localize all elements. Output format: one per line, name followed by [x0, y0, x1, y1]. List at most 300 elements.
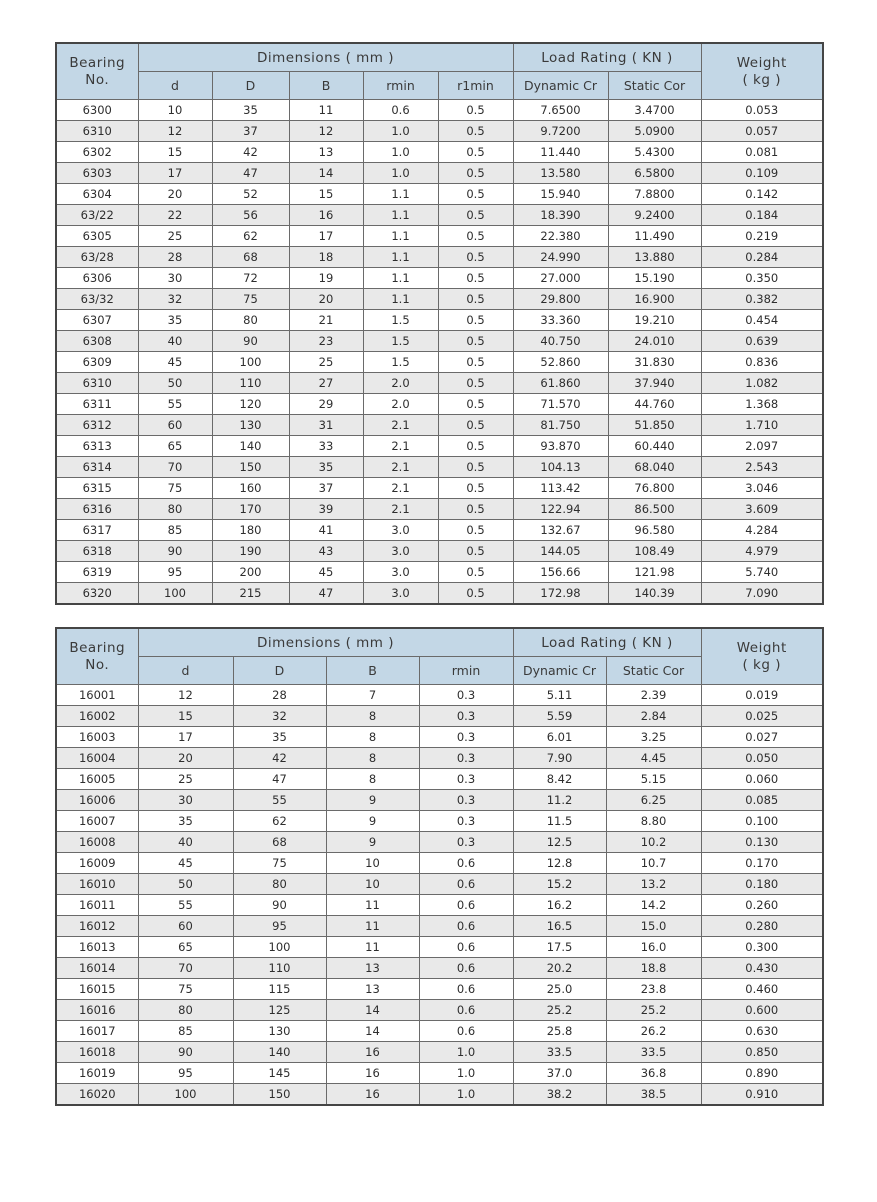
table-row [56, 310, 823, 331]
table-cell: 2.1 [363, 478, 438, 499]
table-row [56, 121, 823, 142]
table-cell: 16 [326, 1084, 419, 1106]
table-cell: 7.090 [701, 583, 823, 605]
table-row [56, 1042, 823, 1063]
table-cell: 1.0 [363, 142, 438, 163]
table-cell: 95 [138, 562, 212, 583]
table-cell: 37.0 [513, 1063, 606, 1084]
table-cell: 38.5 [606, 1084, 701, 1106]
table-header [56, 43, 823, 100]
col-header-weight [701, 628, 823, 685]
table-cell: 0.027 [701, 727, 823, 748]
table-row [56, 832, 823, 853]
col-header-d: d [138, 657, 233, 685]
table-row [56, 478, 823, 499]
table-cell: 16001 [56, 685, 138, 706]
table-body-6300-series [56, 100, 823, 605]
table-cell: 15 [138, 142, 212, 163]
table-row [56, 331, 823, 352]
table-cell: 0.6 [419, 895, 513, 916]
table-cell: 12.8 [513, 853, 606, 874]
table-cell: 0.6 [419, 1000, 513, 1021]
table-cell: 62 [212, 226, 289, 247]
table-row [56, 100, 823, 121]
table-cell: 1.1 [363, 184, 438, 205]
table-cell: 2.84 [606, 706, 701, 727]
table-cell: 30 [138, 790, 233, 811]
table-row [56, 352, 823, 373]
table-cell: 9 [326, 790, 419, 811]
table-cell: 0.025 [701, 706, 823, 727]
table-cell: 190 [212, 541, 289, 562]
table-cell: 40 [138, 331, 212, 352]
table-cell: 36.8 [606, 1063, 701, 1084]
table-cell: 76.800 [608, 478, 701, 499]
col-group-dimensions: Dimensions ( mm ) [138, 628, 513, 657]
table-cell: 0.6 [419, 958, 513, 979]
table-cell: 6309 [56, 352, 138, 373]
table-cell: 0.100 [701, 811, 823, 832]
table-row [56, 499, 823, 520]
table-cell: 1.0 [363, 163, 438, 184]
table-cell: 40.750 [513, 331, 608, 352]
table-cell: 14 [326, 1000, 419, 1021]
table-cell: 8 [326, 748, 419, 769]
table-row [56, 790, 823, 811]
table-cell: 122.94 [513, 499, 608, 520]
table-cell: 6318 [56, 541, 138, 562]
table-cell: 0.5 [438, 331, 513, 352]
table-cell: 32 [233, 706, 326, 727]
table-cell: 22.380 [513, 226, 608, 247]
table-cell: 0.3 [419, 685, 513, 706]
bearing-label-line2: No. [85, 71, 110, 88]
table-cell: 0.5 [438, 541, 513, 562]
table-cell: 8 [326, 706, 419, 727]
table-cell: 35 [212, 100, 289, 121]
table-cell: 0.6 [419, 874, 513, 895]
table-cell: 23 [289, 331, 363, 352]
table-cell: 42 [212, 142, 289, 163]
table-row [56, 289, 823, 310]
table-cell: 16.5 [513, 916, 606, 937]
table-cell: 0.5 [438, 184, 513, 205]
table-cell: 13 [326, 958, 419, 979]
table-cell: 5.4300 [608, 142, 701, 163]
table-cell: 2.1 [363, 457, 438, 478]
table-cell: 6320 [56, 583, 138, 605]
table-cell: 51.850 [608, 415, 701, 436]
table-cell: 37.940 [608, 373, 701, 394]
table-cell: 45 [138, 853, 233, 874]
table-cell: 75 [233, 853, 326, 874]
table-cell: 68 [212, 247, 289, 268]
table-cell: 85 [138, 1021, 233, 1042]
table-cell: 13 [326, 979, 419, 1000]
table-cell: 0.184 [701, 205, 823, 226]
table-cell: 12 [138, 685, 233, 706]
table-cell: 17 [138, 727, 233, 748]
table-cell: 0.382 [701, 289, 823, 310]
table-cell: 215 [212, 583, 289, 605]
table-cell: 130 [233, 1021, 326, 1042]
table-row [56, 895, 823, 916]
table-cell: 3.0 [363, 541, 438, 562]
table-cell: 39 [289, 499, 363, 520]
table-cell: 0.260 [701, 895, 823, 916]
table-cell: 6304 [56, 184, 138, 205]
table-cell: 95 [233, 916, 326, 937]
table-cell: 90 [138, 541, 212, 562]
table-cell: 6310 [56, 121, 138, 142]
table-cell: 15 [289, 184, 363, 205]
table-row [56, 1063, 823, 1084]
table-cell: 35 [289, 457, 363, 478]
table-cell: 85 [138, 520, 212, 541]
table-cell: 90 [212, 331, 289, 352]
table-cell: 1.0 [419, 1084, 513, 1106]
table-cell: 33 [289, 436, 363, 457]
table-cell: 2.1 [363, 436, 438, 457]
table-cell: 6313 [56, 436, 138, 457]
table-cell: 11.490 [608, 226, 701, 247]
col-header-static-cor: Static Cor [606, 657, 701, 685]
table-cell: 145 [233, 1063, 326, 1084]
table-cell: 60.440 [608, 436, 701, 457]
table-cell: 52.860 [513, 352, 608, 373]
table-cell: 16017 [56, 1021, 138, 1042]
table-cell: 75 [212, 289, 289, 310]
table-cell: 11 [326, 916, 419, 937]
table-cell: 6307 [56, 310, 138, 331]
table-cell: 0.5 [438, 142, 513, 163]
table-cell: 41 [289, 520, 363, 541]
table-cell: 45 [289, 562, 363, 583]
table-cell: 6308 [56, 331, 138, 352]
bearing-table-16000-series [55, 627, 824, 1106]
table-cell: 1.1 [363, 268, 438, 289]
table-cell: 16003 [56, 727, 138, 748]
table-cell: 0.5 [438, 268, 513, 289]
col-header-D: D [212, 72, 289, 100]
table-row [56, 853, 823, 874]
table-cell: 70 [138, 457, 212, 478]
table-cell: 50 [138, 373, 212, 394]
table-cell: 45 [138, 352, 212, 373]
table-cell: 68 [233, 832, 326, 853]
table-cell: 9 [326, 811, 419, 832]
table-cell: 1.5 [363, 352, 438, 373]
table-cell: 31.830 [608, 352, 701, 373]
table-cell: 6317 [56, 520, 138, 541]
table-cell: 108.49 [608, 541, 701, 562]
table-row [56, 394, 823, 415]
table-cell: 130 [212, 415, 289, 436]
table-cell: 17 [289, 226, 363, 247]
table-cell: 18 [289, 247, 363, 268]
table-cell: 0.5 [438, 205, 513, 226]
table-cell: 125 [233, 1000, 326, 1021]
table-cell: 72 [212, 268, 289, 289]
table-cell: 6.25 [606, 790, 701, 811]
table-cell: 0.130 [701, 832, 823, 853]
table-cell: 16011 [56, 895, 138, 916]
table-cell: 0.460 [701, 979, 823, 1000]
table-cell: 16018 [56, 1042, 138, 1063]
table-cell: 113.42 [513, 478, 608, 499]
table-cell: 9.7200 [513, 121, 608, 142]
table-cell: 5.11 [513, 685, 606, 706]
table-cell: 38.2 [513, 1084, 606, 1106]
table-cell: 25.8 [513, 1021, 606, 1042]
table-cell: 110 [233, 958, 326, 979]
table-cell: 0.5 [438, 121, 513, 142]
table-cell: 0.300 [701, 937, 823, 958]
table-cell: 8.42 [513, 769, 606, 790]
table-cell: 32 [138, 289, 212, 310]
table-cell: 3.0 [363, 562, 438, 583]
table-cell: 0.6 [363, 100, 438, 121]
table-cell: 0.050 [701, 748, 823, 769]
table-cell: 81.750 [513, 415, 608, 436]
table-cell: 1.082 [701, 373, 823, 394]
table-cell: 11.2 [513, 790, 606, 811]
table-cell: 6312 [56, 415, 138, 436]
table-cell: 50 [138, 874, 233, 895]
table-cell: 6310 [56, 373, 138, 394]
bearing-label-line1: Bearing [69, 639, 126, 656]
table-cell: 1.1 [363, 205, 438, 226]
table-cell: 3.0 [363, 583, 438, 605]
table-cell: 17.5 [513, 937, 606, 958]
table-cell: 52 [212, 184, 289, 205]
table-row [56, 811, 823, 832]
table-row [56, 415, 823, 436]
table-cell: 0.6 [419, 916, 513, 937]
table-cell: 0.5 [438, 226, 513, 247]
table-cell: 35 [138, 310, 212, 331]
table-cell: 2.0 [363, 394, 438, 415]
table-cell: 25 [289, 352, 363, 373]
table-cell: 0.350 [701, 268, 823, 289]
weight-label-line2: ( kg ) [742, 71, 781, 88]
table-cell: 0.6 [419, 1021, 513, 1042]
table-cell: 160 [212, 478, 289, 499]
table-cell: 0.600 [701, 1000, 823, 1021]
table-cell: 18.8 [606, 958, 701, 979]
table-cell: 90 [138, 1042, 233, 1063]
table-row [56, 916, 823, 937]
table-cell: 15.190 [608, 268, 701, 289]
table-cell: 11.440 [513, 142, 608, 163]
table-cell: 3.4700 [608, 100, 701, 121]
table-cell: 0.5 [438, 415, 513, 436]
table-row [56, 163, 823, 184]
table-cell: 6316 [56, 499, 138, 520]
table-cell: 2.097 [701, 436, 823, 457]
table-cell: 14.2 [606, 895, 701, 916]
table-cell: 0.284 [701, 247, 823, 268]
table-cell: 0.142 [701, 184, 823, 205]
table-cell: 0.3 [419, 790, 513, 811]
table-cell: 6314 [56, 457, 138, 478]
table-cell: 110 [212, 373, 289, 394]
table-cell: 29.800 [513, 289, 608, 310]
table-cell: 0.5 [438, 520, 513, 541]
table-cell: 1.1 [363, 247, 438, 268]
table-cell: 16020 [56, 1084, 138, 1106]
table-row [56, 874, 823, 895]
table-cell: 5.59 [513, 706, 606, 727]
table-cell: 200 [212, 562, 289, 583]
table-row [56, 685, 823, 706]
table-cell: 16 [289, 205, 363, 226]
table-cell: 0.5 [438, 436, 513, 457]
table-cell: 3.609 [701, 499, 823, 520]
table-cell: 0.890 [701, 1063, 823, 1084]
table-cell: 55 [138, 895, 233, 916]
table-cell: 40 [138, 832, 233, 853]
table-cell: 0.836 [701, 352, 823, 373]
table-cell: 56 [212, 205, 289, 226]
table-cell: 0.219 [701, 226, 823, 247]
table-cell: 14 [289, 163, 363, 184]
table-cell: 3.0 [363, 520, 438, 541]
table-cell: 10.2 [606, 832, 701, 853]
table-cell: 7.8800 [608, 184, 701, 205]
table-cell: 31 [289, 415, 363, 436]
table-cell: 0.057 [701, 121, 823, 142]
table-cell: 75 [138, 979, 233, 1000]
table-cell: 8 [326, 769, 419, 790]
table-cell: 60 [138, 916, 233, 937]
table-cell: 120 [212, 394, 289, 415]
table-cell: 16009 [56, 853, 138, 874]
table-cell: 5.740 [701, 562, 823, 583]
table-cell: 16002 [56, 706, 138, 727]
table-cell: 1.368 [701, 394, 823, 415]
table-body-16000-series [56, 685, 823, 1106]
table-cell: 0.5 [438, 499, 513, 520]
table-cell: 1.1 [363, 226, 438, 247]
table-cell: 0.5 [438, 352, 513, 373]
table-cell: 3.25 [606, 727, 701, 748]
table-cell: 20 [138, 748, 233, 769]
table-cell: 12 [289, 121, 363, 142]
table-cell: 6300 [56, 100, 138, 121]
table-cell: 93.870 [513, 436, 608, 457]
table-row [56, 748, 823, 769]
table-cell: 0.5 [438, 100, 513, 121]
table-cell: 9.2400 [608, 205, 701, 226]
table-row [56, 979, 823, 1000]
table-cell: 70 [138, 958, 233, 979]
table-cell: 33.5 [606, 1042, 701, 1063]
table-cell: 47 [233, 769, 326, 790]
table-row [56, 1000, 823, 1021]
table-cell: 1.710 [701, 415, 823, 436]
table-cell: 25.2 [606, 1000, 701, 1021]
col-header-r1min: r1min [438, 72, 513, 100]
table-cell: 0.5 [438, 373, 513, 394]
table-cell: 4.45 [606, 748, 701, 769]
table-cell: 65 [138, 937, 233, 958]
table-cell: 55 [138, 394, 212, 415]
table-cell: 25 [138, 769, 233, 790]
table-cell: 0.850 [701, 1042, 823, 1063]
table-row [56, 247, 823, 268]
col-header-D: D [233, 657, 326, 685]
table-cell: 80 [233, 874, 326, 895]
table-cell: 0.430 [701, 958, 823, 979]
table-row [56, 1021, 823, 1042]
col-header-rmin: rmin [363, 72, 438, 100]
table-row [56, 541, 823, 562]
table-cell: 9 [326, 832, 419, 853]
table-cell: 44.760 [608, 394, 701, 415]
table-cell: 140 [212, 436, 289, 457]
table-cell: 16007 [56, 811, 138, 832]
table-cell: 121.98 [608, 562, 701, 583]
table-cell: 156.66 [513, 562, 608, 583]
col-header-bearing-no [56, 628, 138, 685]
table-cell: 0.109 [701, 163, 823, 184]
table-cell: 23.8 [606, 979, 701, 1000]
table-cell: 0.910 [701, 1084, 823, 1106]
table-cell: 0.5 [438, 583, 513, 605]
table-cell: 16.0 [606, 937, 701, 958]
table-cell: 28 [233, 685, 326, 706]
weight-label-line1: Weight [736, 639, 787, 656]
table-cell: 63/32 [56, 289, 138, 310]
table-cell: 6.01 [513, 727, 606, 748]
table-cell: 2.0 [363, 373, 438, 394]
table-cell: 16 [326, 1042, 419, 1063]
table-row [56, 958, 823, 979]
table-cell: 0.5 [438, 394, 513, 415]
col-group-load-rating: Load Rating ( KN ) [513, 43, 701, 72]
table-cell: 10 [326, 853, 419, 874]
table-cell: 144.05 [513, 541, 608, 562]
table-cell: 27.000 [513, 268, 608, 289]
table-cell: 62 [233, 811, 326, 832]
table-cell: 37 [289, 478, 363, 499]
table-cell: 2.39 [606, 685, 701, 706]
table-cell: 140 [233, 1042, 326, 1063]
table-cell: 21 [289, 310, 363, 331]
table-cell: 15 [138, 706, 233, 727]
table-cell: 16015 [56, 979, 138, 1000]
table-cell: 132.67 [513, 520, 608, 541]
table-cell: 20 [138, 184, 212, 205]
table-row [56, 1084, 823, 1106]
table-cell: 4.979 [701, 541, 823, 562]
table-cell: 16.900 [608, 289, 701, 310]
table-cell: 61.860 [513, 373, 608, 394]
table-row [56, 706, 823, 727]
table-cell: 1.0 [419, 1063, 513, 1084]
table-cell: 6305 [56, 226, 138, 247]
table-row [56, 205, 823, 226]
table-cell: 47 [289, 583, 363, 605]
table-cell: 33.5 [513, 1042, 606, 1063]
table-cell: 17 [138, 163, 212, 184]
table-header [56, 628, 823, 685]
table-cell: 86.500 [608, 499, 701, 520]
table-row [56, 583, 823, 605]
table-cell: 2.543 [701, 457, 823, 478]
table-row [56, 268, 823, 289]
